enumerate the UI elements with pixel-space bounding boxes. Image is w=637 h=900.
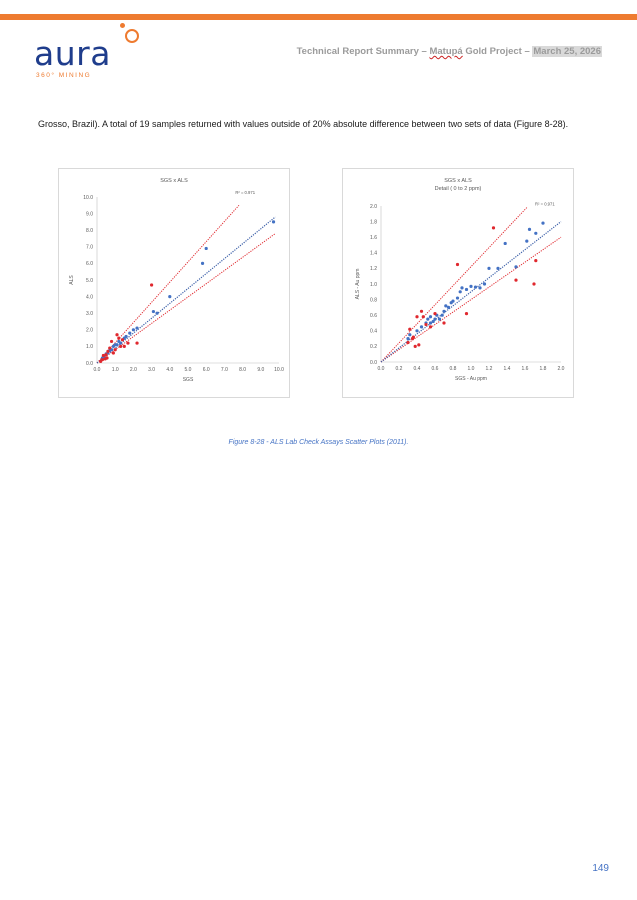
out-of-tolerance-point	[121, 338, 124, 341]
lower-limit-line	[97, 234, 275, 363]
r-squared-label: R² = 0.971	[235, 189, 256, 195]
in-tolerance-point	[450, 301, 453, 304]
x-tick-label: 1.8	[539, 366, 547, 372]
x-tick-label: 1.0	[111, 367, 119, 373]
x-tick-label: 7.0	[220, 367, 228, 373]
x-tick-label: 10.0	[274, 367, 284, 373]
y-tick-label: 9.0	[86, 211, 93, 218]
logo-dot-icon	[120, 23, 125, 28]
in-tolerance-point	[441, 314, 444, 317]
in-tolerance-point	[420, 325, 423, 328]
x-tick-label: 0.0	[377, 366, 385, 372]
out-of-tolerance-point	[456, 263, 459, 266]
r-squared-label: R² = 0.971	[535, 201, 555, 207]
out-of-tolerance-point	[112, 351, 115, 354]
y-tick-label: 0.0	[86, 360, 93, 367]
out-of-tolerance-point	[102, 354, 105, 357]
out-of-tolerance-point	[514, 279, 517, 282]
in-tolerance-point	[444, 304, 447, 307]
y-tick-label: 7.0	[86, 244, 93, 251]
x-axis-label: SGS	[182, 377, 194, 383]
figure-caption: Figure 8-28 - ALS Lab Check Assays Scatter Plots (2011).	[228, 439, 409, 446]
out-of-tolerance-point	[534, 259, 537, 262]
y-tick-label: 0.4	[370, 328, 377, 335]
in-tolerance-point	[155, 312, 158, 315]
y-tick-label: 0.2	[370, 344, 377, 351]
y-tick-label: 0.0	[370, 359, 377, 366]
y-axis-label: ALS	[69, 275, 75, 285]
in-tolerance-point	[478, 286, 481, 289]
y-tick-label: 1.0	[86, 344, 93, 351]
scatter-chart-detail	[342, 168, 574, 398]
in-tolerance-point	[487, 267, 490, 270]
in-tolerance-point	[272, 220, 275, 223]
in-tolerance-point	[132, 328, 135, 331]
out-of-tolerance-point	[415, 315, 418, 318]
out-of-tolerance-point	[108, 346, 111, 349]
out-of-tolerance-point	[532, 282, 535, 285]
scatter-chart-full-svg	[59, 169, 289, 397]
aura-logo	[34, 20, 174, 84]
in-tolerance-point	[541, 222, 544, 225]
out-of-tolerance-point	[117, 337, 120, 340]
out-of-tolerance-point	[105, 356, 108, 359]
in-tolerance-point	[426, 318, 429, 321]
out-of-tolerance-point	[433, 312, 436, 315]
out-of-tolerance-point	[150, 283, 153, 286]
report-title-project: Matupá	[429, 46, 463, 57]
y-tick-label: 2.0	[370, 203, 377, 210]
report-title-date: March 25, 2026	[533, 46, 601, 57]
out-of-tolerance-point	[420, 310, 423, 313]
x-axis-label: SGS - Au ppm	[455, 376, 487, 382]
y-tick-label: 0.6	[370, 313, 377, 319]
y-tick-label: 5.0	[86, 277, 93, 284]
out-of-tolerance-point	[406, 341, 409, 344]
in-tolerance-point	[135, 327, 138, 330]
chart-subtitle: Detail ( 0 to 2 ppm)	[434, 186, 482, 192]
y-tick-label: 0.8	[370, 297, 377, 304]
y-tick-label: 10.0	[83, 194, 93, 201]
in-tolerance-point	[459, 290, 462, 293]
in-tolerance-point	[408, 333, 411, 336]
x-tick-label: 1.0	[467, 366, 475, 372]
x-tick-label: 1.6	[521, 366, 529, 372]
x-tick-label: 2.0	[557, 366, 565, 372]
in-tolerance-point	[429, 315, 432, 318]
scatter-chart-full	[58, 168, 290, 398]
in-tolerance-point	[474, 286, 477, 289]
out-of-tolerance-point	[119, 345, 122, 348]
in-tolerance-point	[429, 321, 432, 324]
x-tick-label: 0.2	[395, 366, 403, 372]
out-of-tolerance-point	[412, 335, 415, 338]
x-tick-label: 5.0	[184, 367, 192, 373]
scatter-chart-detail-svg	[343, 169, 573, 397]
x-tick-label: 0.6	[431, 366, 439, 372]
out-of-tolerance-point	[422, 315, 425, 318]
y-tick-label: 1.0	[370, 281, 377, 288]
chart-title: SGS x ALS	[444, 178, 472, 184]
y-tick-label: 2.0	[86, 327, 93, 334]
in-tolerance-point	[432, 320, 435, 323]
x-tick-label: 8.0	[239, 367, 247, 373]
y-tick-label: 4.0	[86, 294, 93, 301]
in-tolerance-point	[456, 296, 459, 299]
out-of-tolerance-point	[135, 341, 138, 344]
in-tolerance-point	[152, 310, 155, 313]
out-of-tolerance-point	[417, 343, 420, 346]
in-tolerance-point	[119, 341, 122, 344]
x-tick-label: 9.0	[257, 367, 265, 373]
out-of-tolerance-point	[465, 312, 468, 315]
figure-8-28	[58, 168, 578, 396]
out-of-tolerance-point	[105, 353, 108, 356]
y-axis-label: ALS - Au ppm	[355, 268, 361, 300]
trend-line	[97, 217, 275, 363]
x-tick-label: 0.8	[449, 366, 457, 372]
in-tolerance-point	[525, 240, 528, 243]
in-tolerance-point	[469, 285, 472, 288]
out-of-tolerance-point	[414, 345, 417, 348]
out-of-tolerance-point	[106, 350, 109, 353]
logo-tagline: 360° MINING	[36, 72, 92, 79]
out-of-tolerance-point	[110, 340, 113, 343]
x-tick-label: 6.0	[202, 367, 210, 373]
in-tolerance-point	[406, 337, 409, 340]
out-of-tolerance-point	[101, 358, 104, 361]
y-tick-label: 6.0	[86, 261, 93, 268]
y-tick-label: 1.2	[370, 266, 377, 273]
in-tolerance-point	[125, 335, 128, 338]
in-tolerance-point	[168, 295, 171, 298]
in-tolerance-point	[205, 247, 208, 250]
out-of-tolerance-point	[442, 321, 445, 324]
out-of-tolerance-point	[115, 333, 118, 336]
x-tick-label: 1.4	[503, 366, 511, 372]
in-tolerance-point	[442, 310, 445, 313]
in-tolerance-point	[447, 306, 450, 309]
report-title-middle: Gold Project –	[462, 46, 533, 57]
report-title-prefix: Technical Report Summary –	[296, 46, 430, 57]
out-of-tolerance-point	[126, 341, 129, 344]
y-tick-label: 1.8	[370, 219, 377, 226]
upper-limit-line	[381, 208, 527, 362]
out-of-tolerance-point	[429, 325, 432, 328]
chart-title: SGS x ALS	[160, 178, 188, 184]
out-of-tolerance-point	[114, 348, 117, 351]
in-tolerance-point	[504, 242, 507, 245]
y-tick-label: 3.0	[86, 311, 93, 317]
in-tolerance-point	[496, 267, 499, 270]
out-of-tolerance-point	[408, 328, 411, 331]
in-tolerance-point	[465, 288, 468, 291]
x-tick-label: 2.0	[129, 367, 137, 373]
in-tolerance-point	[201, 262, 204, 265]
out-of-tolerance-point	[123, 345, 126, 348]
logo-wordmark: aura	[34, 34, 111, 73]
in-tolerance-point	[528, 228, 531, 231]
in-tolerance-point	[415, 329, 418, 332]
in-tolerance-point	[438, 318, 441, 321]
in-tolerance-point	[460, 286, 463, 289]
y-tick-label: 1.6	[370, 235, 377, 241]
page-number: 149	[592, 863, 609, 874]
x-tick-label: 1.2	[485, 366, 493, 372]
y-tick-label: 1.4	[370, 250, 377, 257]
logo-ring-icon	[125, 29, 139, 43]
in-tolerance-point	[514, 265, 517, 268]
in-tolerance-point	[128, 332, 131, 335]
x-tick-label: 3.0	[148, 367, 156, 373]
y-tick-label: 8.0	[86, 228, 93, 234]
in-tolerance-point	[534, 232, 537, 235]
x-tick-label: 0.0	[93, 367, 101, 373]
in-tolerance-point	[483, 282, 486, 285]
out-of-tolerance-point	[424, 323, 427, 326]
body-paragraph: Grosso, Brazil). A total of 19 samples returned with values outside of 20% absolute difference between two sets of data (Figure 8-28).	[38, 119, 569, 129]
out-of-tolerance-point	[492, 226, 495, 229]
in-tolerance-point	[115, 343, 118, 346]
x-tick-label: 4.0	[166, 367, 174, 373]
x-tick-label: 0.4	[413, 366, 421, 372]
report-title	[297, 46, 602, 57]
